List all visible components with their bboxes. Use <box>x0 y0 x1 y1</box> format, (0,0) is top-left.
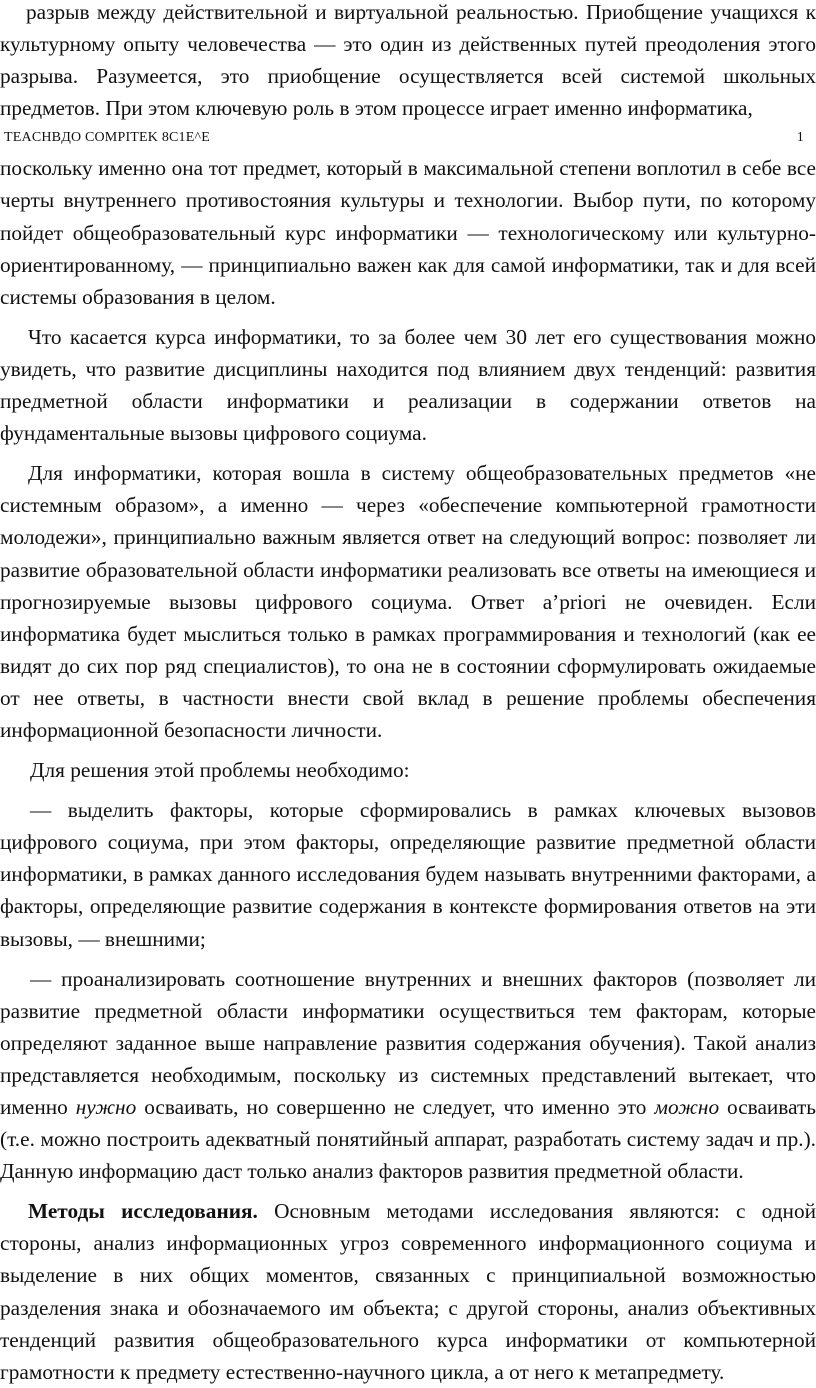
paragraph-intro-continuation: разрыв между действительной и виртуальной реальностью. Приобщение учащихся к культурному опыту человечества — это один из действенных путей преодоления этого разрыва. Разумеется, это приобщение осуществляется всей системой школьных предметов. При этом ключевую роль в этом процессе играет именно информатика, <box>0 0 816 121</box>
paragraph-key-question: Для информатики, которая вошла в систему общеобразовательных предметов «не системным образом», а именно — через «обеспечение компьютерной грамотности молодежи», принципиально важным является ответ на следующий вопрос: позволяет ли развитие образовательной области информатики реализовать все ответы на имеющиеся и прогнозируемые вызовы цифрового социума. Ответ a’priori не очевиден. Если информатика будет мыслиться только в рамках программирования и технологий (как ее видят до сих пор ряд специалистов), то она не в состоянии сформулировать ожидаемые от нее ответы, в частности внести свой вклад в решение проблемы обеспечения информационной безопасности личности. <box>0 461 816 742</box>
page-number: 1 <box>796 130 804 146</box>
list-item-text-b: осваивать, но совершенно не следует, что именно это <box>136 1095 655 1119</box>
list-item-analyze-factors <box>0 963 816 1188</box>
running-title: TEACHBДO COMPITEK 8C1E^E <box>4 130 211 146</box>
methods-heading: Методы исследования. <box>28 1199 258 1224</box>
paragraph-methods <box>0 1195 816 1388</box>
page-header <box>0 127 816 149</box>
list-item-text-c: осваивать (т.е. можно построить адекватный понятийный аппарат, разработать систему задач и пр.). Данную информацию даст только анализ факторов развития предметной области. <box>0 1095 816 1184</box>
emphasis-can: можно <box>654 1095 720 1119</box>
paragraph-problem-intro: Для решения этой проблемы необходимо: <box>30 758 410 783</box>
list-item-text-a: — проанализировать соотношение внутренних и внешних факторов (позволяет ли развитие предметной области информатики осуществиться тем факторам, которые определяют заданное выше направление развития содержания обучения). Такой анализ представляется необходимым, поскольку из системных представлений вытекает, что именно <box>0 966 816 1119</box>
paragraph-course-history: Что касается курса информатики, то за более чем 30 лет его существования можно увидеть, что развитие дисциплины находится под влиянием двух тенденций: развития предметной области информатики и реализации в содержании ответов на фундаментальные вызовы цифрового социума. <box>0 324 816 446</box>
emphasis-need: нужно <box>75 1095 137 1119</box>
methods-text: Основным методами исследования являются: с одной стороны, анализ информационных угроз современного информационного социума и выделение в них общих моментов, связанных с принципиальной возможностью разделения знака и обозначаемого им объекта; с другой стороны, анализ объективных тенденций развития общеобразовательного курса информатики от компьютерной грамотности к предмету естественно-научного цикла, а от него к метапредмету. <box>0 1199 816 1384</box>
list-item-identify-factors: — выделить факторы, которые сформировались в рамках ключевых вызовов цифрового социума, при этом факторы, определяющие развитие предметной области информатики, в рамках данного исследования будем называть внутренними факторами, а факторы, определяющие развитие содержания в контексте формирования ответов на эти вызовы, — внешними; <box>0 798 816 951</box>
paragraph-informatics-role: поскольку именно она тот предмет, который в максимальной степени воплотил в себе все черты внутреннего противостояния культуры и технологии. Выбор пути, по которому пойдет общеобразовательный курс информатики — технологическому или культурно-ориентированному, — принципиально важен как для самой информатики, так и для всей системы образования в целом. <box>0 156 816 309</box>
